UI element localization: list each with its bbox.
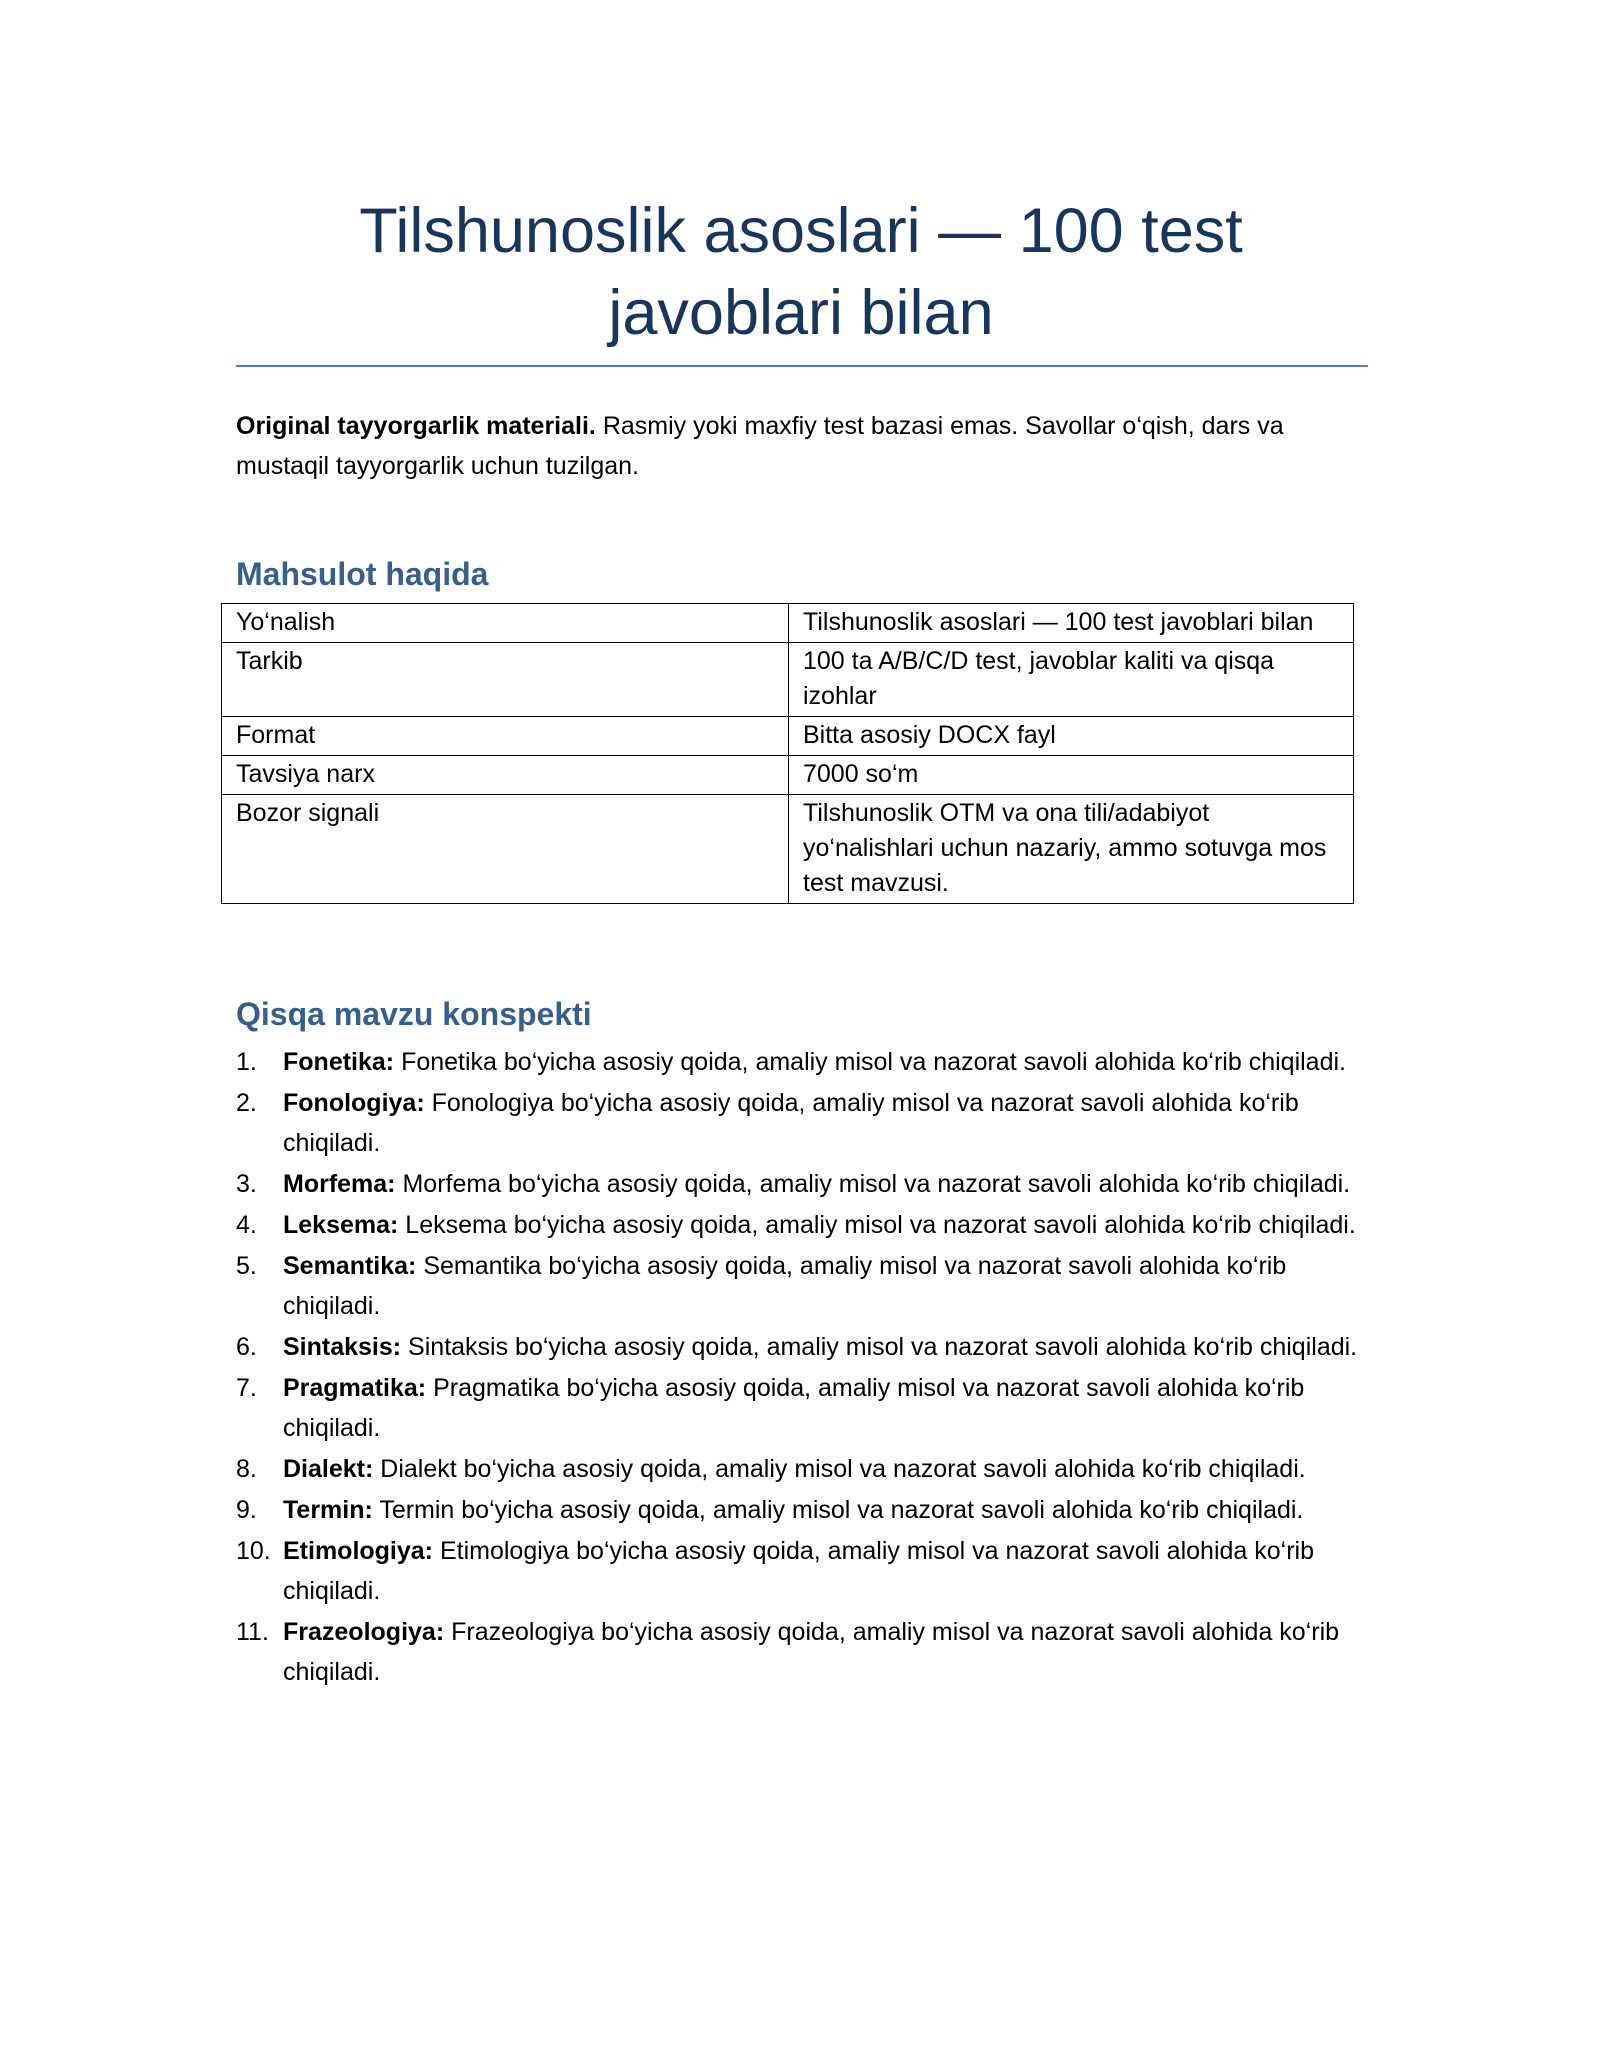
table-value-cell: Tilshunoslik OTM va ona tili/adabiyot yo‘nalishlari uchun nazariy, ammo sotuvga mos test mavzusi.: [789, 795, 1354, 904]
title-underline-rule: [236, 365, 1368, 367]
topic-description: Etimologiya bo‘yicha asosiy qoida, amaliy misol va nazorat savoli alohida ko‘rib chiqiladi.: [283, 1537, 1314, 1605]
list-item: [236, 1531, 1386, 1611]
list-item: [236, 1164, 1386, 1204]
table-value-cell: Tilshunoslik asoslari — 100 test javoblari bilan: [789, 604, 1354, 643]
list-item: [236, 1449, 1386, 1489]
table-row: [222, 717, 1354, 756]
topic-term: Frazeologiya:: [283, 1618, 445, 1646]
topic-description: Fonologiya bo‘yicha asosiy qoida, amaliy misol va nazorat savoli alohida ko‘rib chiqiladi.: [283, 1089, 1299, 1157]
table-key-cell: Tavsiya narx: [222, 756, 789, 795]
list-item: [236, 1612, 1386, 1692]
topic-description: Semantika bo‘yicha asosiy qoida, amaliy misol va nazorat savoli alohida ko‘rib chiqiladi.: [283, 1252, 1287, 1320]
intro-paragraph: [236, 406, 1366, 486]
list-number: 9.: [236, 1496, 257, 1524]
section-heading-about: Mahsulot haqida: [236, 556, 489, 592]
list-number: 6.: [236, 1333, 257, 1361]
table-key-cell: Tarkib: [222, 643, 789, 717]
intro-text: Rasmiy yoki maxfiy test bazasi emas. Savollar o‘qish, dars va mustaqil tayyorgarlik uchun tuzilgan.: [236, 412, 1284, 480]
product-info-table: [221, 603, 1354, 904]
table-row: [222, 756, 1354, 795]
table-row: [222, 795, 1354, 904]
topic-term: Fonologiya:: [283, 1089, 425, 1117]
list-number: 11.: [236, 1618, 269, 1646]
section-heading-outline: Qisqa mavzu konspekti: [236, 996, 592, 1032]
topic-term: Semantika:: [283, 1252, 417, 1280]
list-number: 10.: [236, 1537, 271, 1565]
list-item: [236, 1083, 1386, 1163]
list-number: 7.: [236, 1374, 257, 1402]
topic-term: Leksema:: [283, 1211, 399, 1239]
topic-term: Pragmatika:: [283, 1374, 427, 1402]
table-value-cell: Bitta asosiy DOCX fayl: [789, 717, 1354, 756]
list-number: 8.: [236, 1455, 257, 1483]
topic-outline-list: [236, 1042, 1386, 1693]
list-item: [236, 1042, 1386, 1082]
list-item: [236, 1368, 1386, 1448]
list-number: 1.: [236, 1048, 257, 1076]
topic-term: Termin:: [283, 1496, 373, 1524]
topic-term: Morfema:: [283, 1170, 396, 1198]
table-key-cell: Yo‘nalish: [222, 604, 789, 643]
table-row: [222, 643, 1354, 717]
topic-description: Fonetika bo‘yicha asosiy qoida, amaliy misol va nazorat savoli alohida ko‘rib chiqiladi.: [394, 1048, 1346, 1076]
topic-description: Frazeologiya bo‘yicha asosiy qoida, amaliy misol va nazorat savoli alohida ko‘rib chiqiladi.: [283, 1618, 1340, 1686]
list-number: 5.: [236, 1252, 257, 1280]
table-key-cell: Format: [222, 717, 789, 756]
table-key-cell: Bozor signali: [222, 795, 789, 904]
list-item: [236, 1205, 1386, 1245]
list-number: 4.: [236, 1211, 257, 1239]
list-item: [236, 1246, 1386, 1326]
topic-description: Termin bo‘yicha asosiy qoida, amaliy misol va nazorat savoli alohida ko‘rib chiqiladi.: [372, 1496, 1304, 1524]
topic-description: Leksema bo‘yicha asosiy qoida, amaliy misol va nazorat savoli alohida ko‘rib chiqiladi.: [398, 1211, 1356, 1239]
topic-term: Fonetika:: [283, 1048, 395, 1076]
list-number: 2.: [236, 1089, 257, 1117]
topic-description: Pragmatika bo‘yicha asosiy qoida, amaliy misol va nazorat savoli alohida ko‘rib chiqiladi.: [283, 1374, 1305, 1442]
topic-term: Etimologiya:: [283, 1537, 434, 1565]
topic-description: Sintaksis bo‘yicha asosiy qoida, amaliy misol va nazorat savoli alohida ko‘rib chiqiladi.: [401, 1333, 1358, 1361]
topic-description: Dialekt bo‘yicha asosiy qoida, amaliy misol va nazorat savoli alohida ko‘rib chiqiladi.: [373, 1455, 1306, 1483]
table-value-cell: 100 ta A/B/C/D test, javoblar kaliti va qisqa izohlar: [789, 643, 1354, 717]
topic-term: Dialekt:: [283, 1455, 374, 1483]
table-value-cell: 7000 so‘m: [789, 756, 1354, 795]
topic-term: Sintaksis:: [283, 1333, 402, 1361]
topic-description: Morfema bo‘yicha asosiy qoida, amaliy misol va nazorat savoli alohida ko‘rib chiqiladi.: [395, 1170, 1351, 1198]
table-row: [222, 604, 1354, 643]
list-item: [236, 1327, 1386, 1367]
intro-bold-lead: Original tayyorgarlik materiali.: [236, 412, 596, 440]
list-item: [236, 1490, 1386, 1530]
document-title: Tilshunoslik asoslari — 100 test javoblari bilan: [359, 196, 1243, 348]
list-number: 3.: [236, 1170, 257, 1198]
